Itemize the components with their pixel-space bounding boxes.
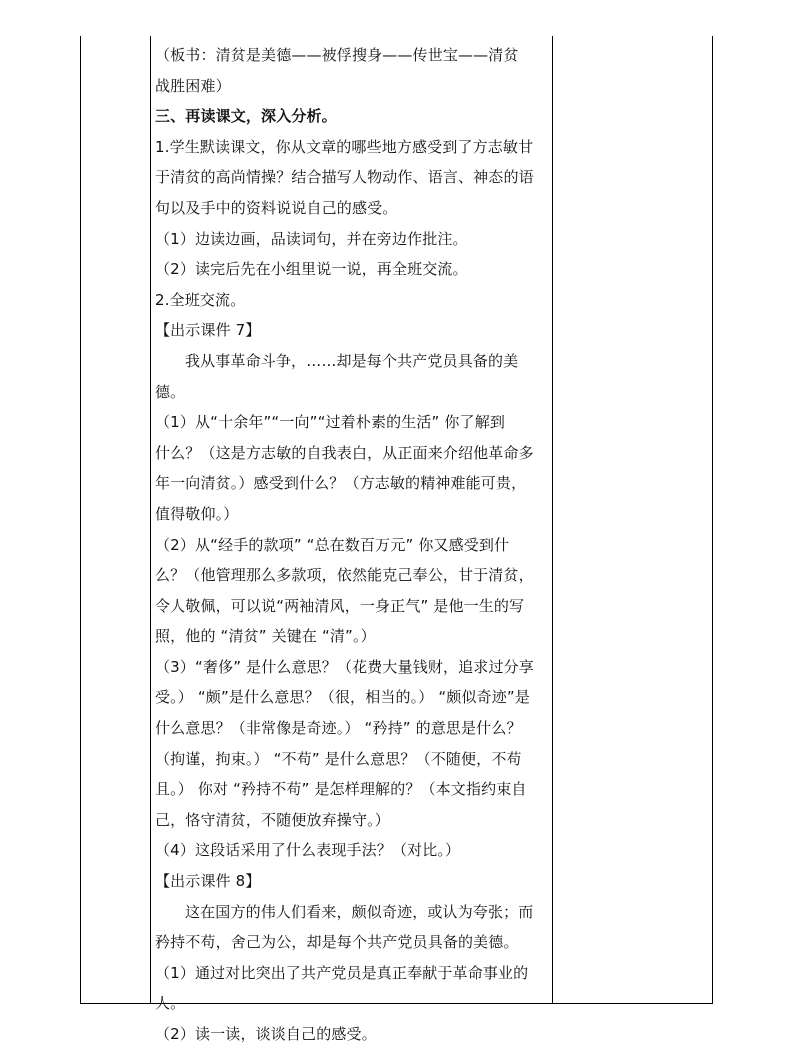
text-line: 值得敬仰。） bbox=[155, 504, 239, 523]
text-line: 什么？（这是方志敏的自我表白，从正面来介绍他革命多 bbox=[155, 443, 534, 462]
text-line: 这在国方的伟人们看来，颇似奇迹，或认为夸张；而 bbox=[185, 902, 534, 921]
text-line: 且。） 你对 “矜持不苟” 是怎样理解的？（本文指约束自 bbox=[155, 780, 527, 799]
text-line: （2）从“经手的款项” “总在数百万元” 你又感受到什 bbox=[155, 535, 510, 554]
text-line: 年一向清贫。）感受到什么？（方志敏的精神难能可贵， bbox=[155, 474, 527, 493]
text-line: （2）读完后先在小组里说一说，再全班交流。 bbox=[155, 260, 468, 279]
text-line: 三、再读课文，深入分析。 bbox=[155, 107, 337, 126]
text-line: （1）通过对比突出了共产党员是真正奉献于革命事业的 bbox=[155, 963, 529, 982]
text-line: 人。 bbox=[155, 994, 186, 1013]
text-line: 2.全班交流。 bbox=[155, 290, 246, 309]
text-line: （拘谨，拘束。） “不苟” 是什么意思？（不随便，不苟 bbox=[155, 749, 522, 768]
text-line: 【出示课件 7】 bbox=[155, 321, 261, 340]
text-line: 什么意思？（非常像是奇迹。） “矜持” 的意思是什么？ bbox=[155, 719, 522, 738]
text-line: （1）从“十余年”“一向”“过着朴素的生活” 你了解到 bbox=[155, 413, 505, 432]
text-line: 我从事革命斗争，……却是每个共产党员具备的美 bbox=[185, 351, 519, 370]
text-line: 受。） “颇”是什么意思？（很，相当的。） “颇似奇迹”是 bbox=[155, 688, 530, 707]
text-line: 【出示课件 8】 bbox=[155, 872, 261, 891]
text-line: （板书：清贫是美德——被俘搜身——传世宝——清贫 bbox=[155, 46, 519, 64]
text-line: （2）读一读，谈谈自己的感受。 bbox=[155, 1025, 377, 1043]
text-line: 令人敬佩，可以说“两袖清风，一身正气” 是他一生的写 bbox=[155, 596, 525, 615]
text-line: （4）这段话采用了什么表现手法？（对比。） bbox=[155, 841, 461, 860]
table-column-divider-left bbox=[150, 36, 151, 1004]
text-line: 战胜困难） bbox=[155, 76, 231, 95]
lesson-content-cell bbox=[155, 40, 551, 1050]
text-line: 么？（他管理那么多款项，依然能克己奉公，甘于清贫， bbox=[155, 566, 534, 585]
table-column-divider-right bbox=[552, 36, 553, 1004]
text-line: （1）边读边画，品读词句，并在旁边作批注。 bbox=[155, 229, 468, 248]
text-line: 1.学生默读课文，你从文章的哪些地方感受到了方志敏甘 bbox=[155, 137, 534, 156]
text-line: 句以及手中的资料说说自己的感受。 bbox=[155, 198, 398, 217]
text-line: 德。 bbox=[155, 382, 186, 401]
text-line: （3）“奢侈” 是什么意思？（花费大量钱财，追求过分享 bbox=[155, 657, 534, 676]
text-line: 于清贫的高尚情操？结合描写人物动作、语言、神态的语 bbox=[155, 168, 534, 187]
text-line: 照，他的 “清贫” 关键在 “清”。） bbox=[155, 627, 376, 646]
text-line: 矜持不苟，舍己为公，却是每个共产党员具备的美德。 bbox=[155, 933, 519, 952]
text-line: 己，恪守清贫，不随便放弃操守。） bbox=[155, 810, 390, 829]
